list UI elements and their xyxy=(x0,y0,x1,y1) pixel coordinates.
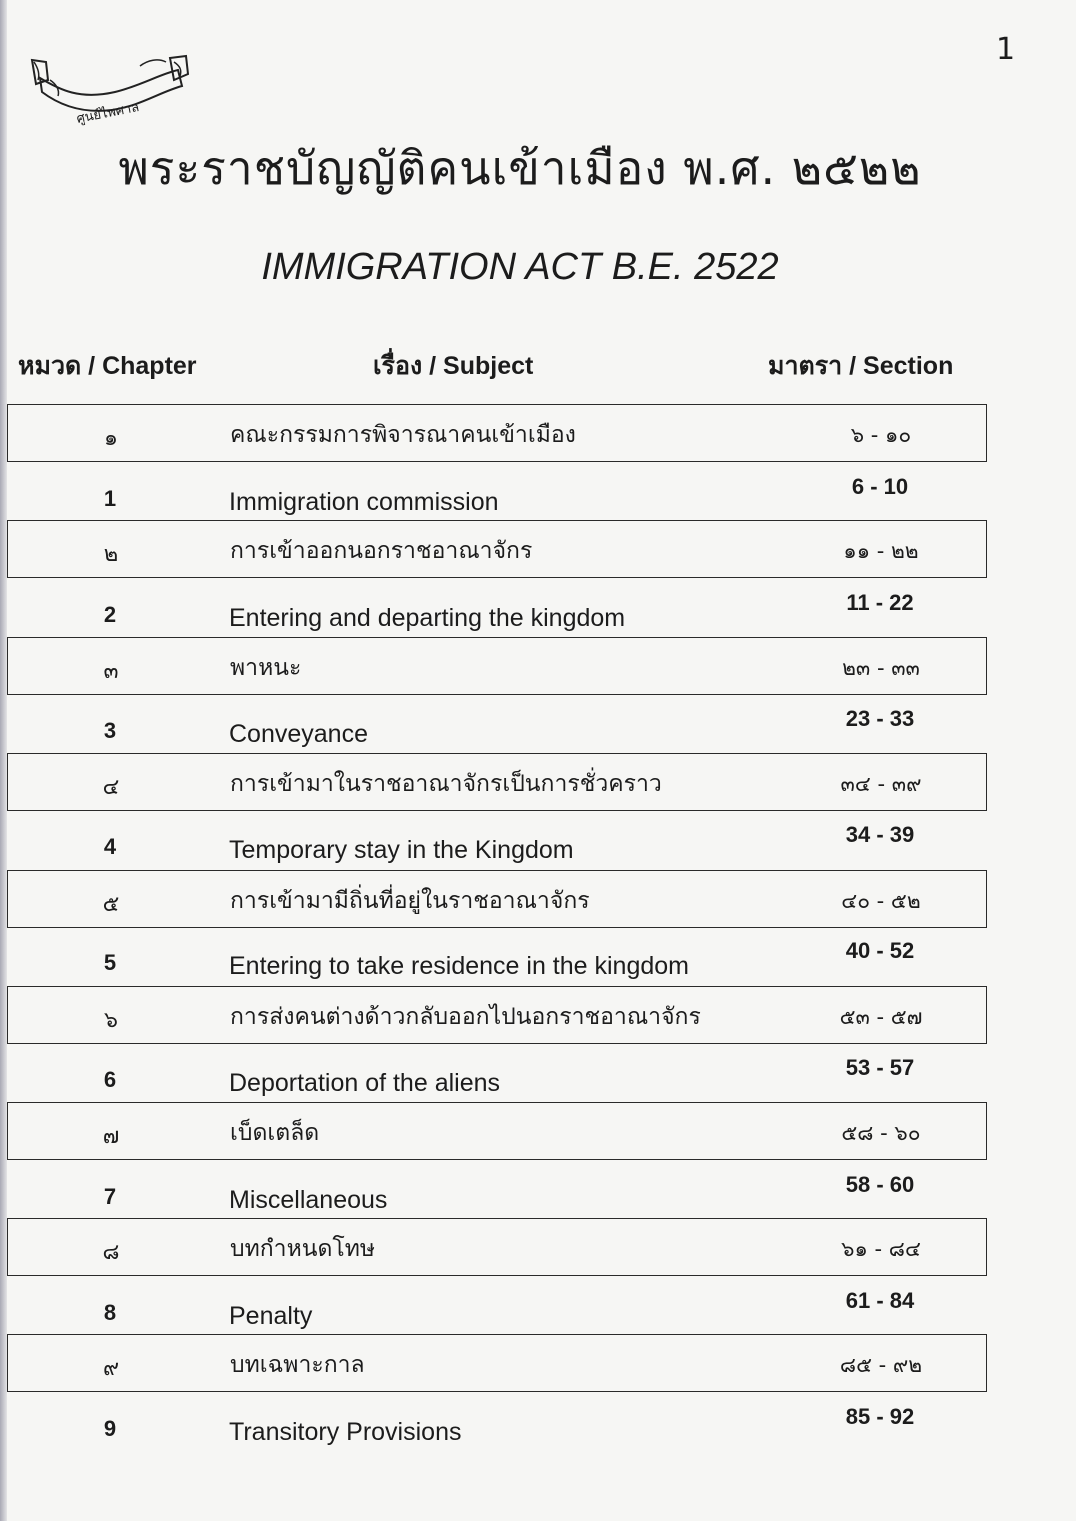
chapter-number: ๗ xyxy=(102,1124,120,1149)
chapter-sections: ๔๐ - ๕๒ xyxy=(841,889,921,913)
header-subject: เรื่อง / Subject xyxy=(373,352,534,380)
chapter-sections: ๒๓ - ๓๓ xyxy=(842,656,920,680)
table-row xyxy=(7,986,987,1044)
page-number: 1 xyxy=(996,32,1016,67)
chapter-number: 9 xyxy=(103,1416,117,1441)
chapter-sections: ๕๓ - ๕๗ xyxy=(839,1005,923,1029)
chapter-number: 3 xyxy=(103,718,117,743)
table-row xyxy=(7,1102,987,1160)
chapter-sections: 58 - 60 xyxy=(845,1172,915,1197)
chapter-number: ๘ xyxy=(102,1240,120,1265)
table-row xyxy=(7,520,987,578)
page-edge xyxy=(0,0,7,1521)
logo-text: ศูนย์ไพศาล xyxy=(75,100,141,127)
chapter-number: 6 xyxy=(103,1067,117,1092)
chapter-subject: บทเฉพาะกาล xyxy=(230,1352,365,1378)
chapter-subject: Miscellaneous xyxy=(229,1186,388,1214)
chapter-subject: การเข้ามาในราชอาณาจักรเป็นการชั่วคราว xyxy=(230,771,662,797)
chapter-sections: 53 - 57 xyxy=(845,1055,915,1080)
chapter-sections: 85 - 92 xyxy=(845,1404,915,1429)
chapter-subject: Immigration commission xyxy=(229,488,499,516)
table-row xyxy=(7,1402,987,1460)
table-row xyxy=(7,404,987,462)
chapter-sections: ๖๑ - ๘๔ xyxy=(841,1237,921,1261)
table-row xyxy=(7,637,987,695)
chapter-sections: 34 - 39 xyxy=(845,822,915,847)
chapter-sections: ๕๘ - ๖๐ xyxy=(841,1121,921,1145)
chapter-number: ๑ xyxy=(104,426,118,451)
table-row xyxy=(7,870,987,928)
chapter-number: ๓ xyxy=(103,659,119,684)
title-english: IMMIGRATION ACT B.E. 2522 xyxy=(261,246,779,288)
chapter-number: ๖ xyxy=(104,1008,118,1033)
chapter-subject: พาหนะ xyxy=(230,655,302,681)
chapter-number: 5 xyxy=(103,950,117,975)
chapter-sections: ๘๕ - ๙๒ xyxy=(839,1353,923,1377)
chapter-sections: 23 - 33 xyxy=(845,706,915,731)
chapter-number: 2 xyxy=(103,602,117,627)
header-chapter: หมวด / Chapter xyxy=(18,352,197,380)
chapter-number: ๒ xyxy=(103,542,119,567)
chapter-sections: ๑๑ - ๒๒ xyxy=(843,539,919,563)
logo xyxy=(20,40,190,127)
chapter-subject: บทกำหนดโทษ xyxy=(230,1236,376,1262)
chapter-number: 4 xyxy=(103,834,117,859)
chapter-subject: Penalty xyxy=(229,1302,313,1330)
chapter-subject: Entering and departing the kingdom xyxy=(229,604,626,632)
chapter-sections: ๖ - ๑๐ xyxy=(850,423,912,447)
chapter-number: 1 xyxy=(103,486,117,511)
chapter-sections: 40 - 52 xyxy=(845,938,915,963)
chapter-subject: การเข้ามามีถิ่นที่อยู่ในราชอาณาจักร xyxy=(230,888,590,914)
chapter-subject: การเข้าออกนอกราชอาณาจักร xyxy=(230,538,533,564)
chapter-sections: 11 - 22 xyxy=(846,590,914,615)
chapter-number: 8 xyxy=(103,1300,117,1325)
chapter-number: ๔ xyxy=(102,775,120,800)
chapter-subject: เบ็ดเตล็ด xyxy=(230,1120,320,1146)
chapter-subject: การส่งคนต่างด้าวกลับออกไปนอกราชอาณาจักร xyxy=(230,1004,701,1030)
chapter-subject: Temporary stay in the Kingdom xyxy=(229,836,574,864)
table-row xyxy=(7,1218,987,1276)
chapter-sections: ๓๔ - ๓๙ xyxy=(840,772,922,796)
chapter-subject: Transitory Provisions xyxy=(229,1418,462,1446)
chapter-subject: Deportation of the aliens xyxy=(229,1069,501,1097)
title-thai: พระราชบัญญัติคนเข้าเมือง พ.ศ. ๒๕๒๒ xyxy=(118,141,922,195)
chapter-subject: คณะกรรมการพิจารณาคนเข้าเมือง xyxy=(230,422,576,448)
table-row xyxy=(7,753,987,811)
chapter-number: ๙ xyxy=(102,1356,120,1381)
chapter-number: 7 xyxy=(103,1184,117,1209)
table-row xyxy=(7,1334,987,1392)
chapter-sections: 61 - 84 xyxy=(845,1288,915,1313)
chapter-subject: Conveyance xyxy=(229,720,368,748)
header-section: มาตรา / Section xyxy=(768,352,954,380)
chapter-subject: Entering to take residence in the kingdom xyxy=(229,952,689,980)
chapter-sections: 6 - 10 xyxy=(851,474,909,499)
chapter-number: ๕ xyxy=(102,892,120,917)
